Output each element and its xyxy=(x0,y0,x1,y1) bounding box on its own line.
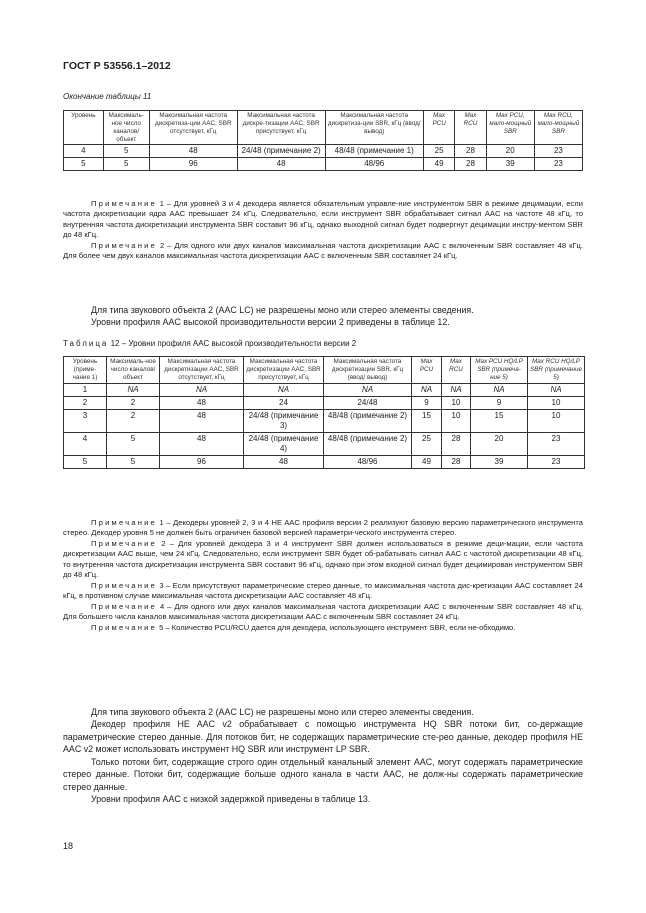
table-cell: 15 xyxy=(471,409,528,432)
note-text: 4 – Для одного или двух каналов максимальная частота дискретизации AAC с включенным SBR составляет 48 кГц. Для большего числа каналов максимальная частота дискретизации AAC с включенным SBR составляет 24 кГц. xyxy=(63,601,583,622)
table-cell: 9 xyxy=(412,396,442,409)
table-12 xyxy=(63,356,585,469)
table12-caption xyxy=(63,339,356,348)
note-label: Примечание xyxy=(91,518,157,527)
table-cell: 49 xyxy=(423,158,454,171)
table12-note-3 xyxy=(63,581,583,602)
table-cell: 9 xyxy=(471,396,528,409)
table-cell: 2 xyxy=(107,396,160,409)
table-cell: 25 xyxy=(423,145,454,158)
table-cell: 10 xyxy=(528,396,585,409)
table-cell: 20 xyxy=(486,145,534,158)
note-text: 3 – Если присутствуют параметрические стерео данные, то максимальная частота дис-кретизации AAC составляет 24 кГц, в противном случае максимальная частота дискретизации AAC составляет 48 кГц. xyxy=(63,580,583,601)
table-cell: 5 xyxy=(107,455,160,468)
note-label: Примечание xyxy=(91,538,157,548)
table-cell: 10 xyxy=(442,396,471,409)
table-cell: 24/48 (примечание 4) xyxy=(244,432,324,455)
table-cell: 25 xyxy=(412,432,442,455)
note-text: 1 – Декодеры уровней 2, 3 и 4 HE AAC профиля версии 2 реализуют базовую версию параметрического инструмента стерео. Декодер уровня 5 не должен быть ограничен базовой версией параметри-ческого инструмента стерео. xyxy=(63,518,583,538)
table-cell: 39 xyxy=(486,158,534,171)
table-cell: 48 xyxy=(160,396,244,409)
table-cell: 28 xyxy=(455,158,486,171)
paragraph: Для типа звукового объекта 2 (AAC LC) не разрешены моно или стерео элементы сведения. xyxy=(91,305,474,315)
note-label: Примечание xyxy=(91,240,157,250)
table-cell: 96 xyxy=(160,455,244,468)
table-cell: 49 xyxy=(412,455,442,468)
body-paragraphs xyxy=(63,706,583,806)
table-row xyxy=(64,145,583,158)
table12-header-cell: Максимальная частота дискретизации AAC, SBR отсутствует, кГц xyxy=(160,357,244,384)
table-cell: 24/48 xyxy=(324,396,412,409)
table11-header-cell: Max PCU xyxy=(423,111,454,145)
table-cell: 23 xyxy=(534,158,582,171)
table-cell: 28 xyxy=(442,455,471,468)
table12-note-5 xyxy=(63,623,583,633)
table-cell: 24 xyxy=(244,396,324,409)
table-cell: 2 xyxy=(64,396,107,409)
table11-header-cell: Максимальная частота дискре-тизации AAC, SBR присутствует, кГц xyxy=(237,111,325,145)
table12-header-cell: Max PCU xyxy=(412,357,442,384)
table-cell: 5 xyxy=(64,455,107,468)
table-cell: 5 xyxy=(107,432,160,455)
table11-note-1 xyxy=(63,199,583,241)
paragraph: Только потоки бит, содержащие строго один отдельный канальный элемент AAC, могут содержать параметрические стерео данные. Потоки бит, содержащие больше одного канала в части AAC, не долж-ны содержать параметрические стерео данные. xyxy=(63,756,583,792)
table12-caption-text: 12 – Уровни профиля AAC высокой производительности версии 2 xyxy=(110,339,357,348)
paragraph: Для типа звукового объекта 2 (AAC LC) не разрешены моно или стерео элементы сведения. xyxy=(91,707,474,717)
note-text: 5 – Количество PCU/RCU дается для декодера, использующего инструмент SBR, если не-обходимо. xyxy=(159,622,516,632)
table11-header-cell: Max RCU, мало-мощный SBR xyxy=(534,111,582,145)
table-cell: 23 xyxy=(534,145,582,158)
table-row xyxy=(64,432,585,455)
table12-caption-word: Таблица xyxy=(63,339,109,348)
table-cell: 24/48 (примечание 3) xyxy=(244,409,324,432)
table-cell: 48/48 (примечание 2) xyxy=(324,409,412,432)
note-text: 1 – Для уровней 3 и 4 декодера является обязательным управле-ние инструментом SBR в режиме децимации, если частота дискретизации ядра AAC превышает 24 кГц. Следовательно, если инструмент SBR обрабатывает сигнал AAC на частоте 48 кГц, то внутренняя частота дискретизации инструмента SBR составит 96 кГц, однако выходной сигнал будет подвергнут децимации инстру-ментом SBR до 48 кГц. xyxy=(63,199,583,240)
intro-paragraphs xyxy=(63,304,583,329)
table-row xyxy=(64,158,583,171)
table-cell: 48/96 xyxy=(324,455,412,468)
table12-note-2 xyxy=(63,539,583,581)
table-cell: 2 xyxy=(107,409,160,432)
paragraph: Декодер профиля HE AAC v2 обрабатывает с помощью инструмента HQ SBR потоки бит, со-держащие параметрические стерео данные. Для потоков бит, не содержащих параметрические сте-рео данные, декодер профиля HE AAC v2 может использовать инструмент HQ SBR или инструмент LP SBR. xyxy=(63,719,583,755)
note-label: Примечание xyxy=(91,601,157,611)
table-cell: NA xyxy=(412,383,442,396)
table-row xyxy=(64,396,585,409)
table11-header-cell: Уровень xyxy=(64,111,104,145)
table-cell: 48/96 xyxy=(325,158,423,171)
table12-header-cell: Максималь-ное число каналов/ объект xyxy=(107,357,160,384)
table-cell: 5 xyxy=(64,158,104,171)
table12-header-cell: Max PCU HQ/LP SBR (примеча-ние 5) xyxy=(471,357,528,384)
table-cell: 15 xyxy=(412,409,442,432)
note-label: Примечание xyxy=(91,199,157,208)
table-cell: NA xyxy=(442,383,471,396)
table-row xyxy=(64,455,585,468)
table-cell: 1 xyxy=(64,383,107,396)
table12-header-row xyxy=(64,357,585,384)
note-text: 2 – Для одного или двух каналов максимальная частота дискретизации AAC с включенным SBR составляет 48 кГц. Для более чем двух каналов максимальная частота дискретизации AAC с включенным SBR составляет 24 кГц. xyxy=(63,240,583,261)
table-cell: 4 xyxy=(64,432,107,455)
table12-notes xyxy=(63,518,583,633)
table-cell: 20 xyxy=(471,432,528,455)
paragraph: Уровни профиля AAC высокой производительности версии 2 приведены в таблице 12. xyxy=(91,317,450,328)
table-cell: 5 xyxy=(103,158,149,171)
table-cell: 48 xyxy=(237,158,325,171)
table12-header-cell: Максимальная частота дискретизации AAC, SBR присутствует, кГц xyxy=(244,357,324,384)
table11-header-cell: Max PCU, мало-мощный SBR xyxy=(486,111,534,145)
table11-header-cell: Максимальная частота дискретиза-ции AAC, SBR отсутствует, кГц xyxy=(149,111,237,145)
table-cell: 28 xyxy=(455,145,486,158)
note-label: Примечание xyxy=(91,580,157,590)
table-cell: 10 xyxy=(442,409,471,432)
table-cell: 48 xyxy=(160,432,244,455)
table11-header-cell: Максимальная частота дискретиза-ции SBR, кГц (ввод/ вывод) xyxy=(325,111,423,145)
table-cell: NA xyxy=(160,383,244,396)
table12-header-cell: Max RCU xyxy=(442,357,471,384)
table-cell: 48 xyxy=(244,455,324,468)
table-cell: NA xyxy=(244,383,324,396)
table-cell: NA xyxy=(107,383,160,396)
table12-note-4 xyxy=(63,602,583,623)
table11-caption: Окончание таблицы 11 xyxy=(63,92,152,101)
table-cell: 23 xyxy=(528,432,585,455)
document-header: ГОСТ Р 53556.1–2012 xyxy=(63,60,171,72)
note-text: 2 – Для уровней декодера 3 и 4 инструмент SBR должен использоваться в режиме деци-мации, если частота дискретизации AAC выше, чем 24 кГц. Следовательно, если инструмент SBR будет об-рабатывать сигнал AAC с частотой дискретизации 48 кГц, то внутренняя частота дискретизации инструмента SBR составит 96 кГц, однако при этом входной сигнал будет децимирован инструментом SBR до 48 кГц. xyxy=(63,538,583,580)
table11-header-row xyxy=(64,111,583,145)
table-cell: 28 xyxy=(442,432,471,455)
table-cell: 10 xyxy=(528,409,585,432)
table-cell: 24/48 (примечание 2) xyxy=(237,145,325,158)
table12-note-1 xyxy=(63,518,583,539)
table-11 xyxy=(63,110,583,171)
paragraph: Уровни профиля AAC с низкой задержкой приведены в таблице 13. xyxy=(91,794,371,805)
table12-header-cell: Max RCU HQ/LP SBR (примечание 5) xyxy=(528,357,585,384)
table-row xyxy=(64,409,585,432)
table-cell: 5 xyxy=(103,145,149,158)
table-cell: NA xyxy=(471,383,528,396)
table-cell: 48 xyxy=(149,145,237,158)
table11-note-2 xyxy=(63,241,583,262)
table-cell: 96 xyxy=(149,158,237,171)
table-cell: 4 xyxy=(64,145,104,158)
table-row xyxy=(64,383,585,396)
table11-notes xyxy=(63,199,583,262)
table12-header-cell: Уровень (приме-чание 1) xyxy=(64,357,107,384)
table12-header-cell: Максимальная частота дискретизации SBR, кГц (ввод/ вывод) xyxy=(324,357,412,384)
table-cell: 3 xyxy=(64,409,107,432)
table-cell: 48 xyxy=(160,409,244,432)
note-label: Примечание xyxy=(91,622,157,632)
table-cell: NA xyxy=(528,383,585,396)
table11-header-cell: Max RCU xyxy=(455,111,486,145)
table11-header-cell: Максималь-ное число каналов/ объект xyxy=(103,111,149,145)
table-cell: 23 xyxy=(528,455,585,468)
page-number: 18 xyxy=(63,841,74,851)
table-cell: NA xyxy=(324,383,412,396)
table-cell: 48/48 (примечание 1) xyxy=(325,145,423,158)
table-cell: 39 xyxy=(471,455,528,468)
table-cell: 48/48 (примечание 2) xyxy=(324,432,412,455)
